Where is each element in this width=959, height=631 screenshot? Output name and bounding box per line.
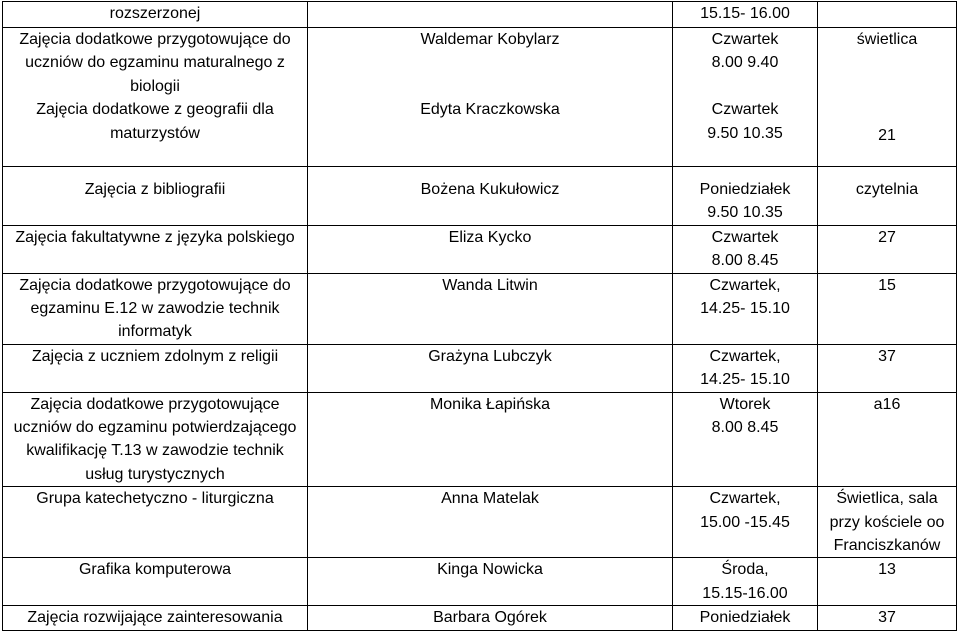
subject-cell: Zajęcia z bibliografii	[3, 166, 308, 225]
subject-cell: Zajęcia dodatkowe przygotowujące uczniów do egzaminu potwierdzającego kwalifikację T.13 w zawodzie technik usług turystycznych	[3, 392, 308, 487]
time-cell: Czwartek, 14.25- 15.10	[673, 273, 818, 344]
table-row	[3, 273, 957, 344]
teacher-cell: Wanda Litwin	[308, 273, 673, 344]
schedule-table	[2, 1, 957, 631]
time-cell: 15.15- 16.00	[673, 2, 818, 28]
time-cell: Środa, 15.15-16.00	[673, 558, 818, 606]
table-row	[3, 98, 957, 166]
teacher-cell: Bożena Kukułowicz	[308, 166, 673, 225]
teacher-cell: Eliza Kycko	[308, 225, 673, 273]
teacher-cell: Anna Matelak	[308, 487, 673, 558]
time-cell: Czwartek 8.00 8.45	[673, 225, 818, 273]
room-cell	[818, 2, 957, 28]
subject-cell: Grupa katechetyczno - liturgiczna	[3, 487, 308, 558]
room-cell: 15	[818, 273, 957, 344]
time-cell: Poniedziałek 9.50 10.35	[673, 166, 818, 225]
subject-cell: Zajęcia fakultatywne z języka polskiego	[3, 225, 308, 273]
table-row	[3, 558, 957, 606]
time-cell: Czwartek 8.00 9.40	[673, 28, 818, 99]
subject-cell: Zajęcia dodatkowe przygotowujące do egzaminu E.12 w zawodzie technik informatyk	[3, 273, 308, 344]
room-cell: 37	[818, 606, 957, 630]
teacher-cell: Kinga Nowicka	[308, 558, 673, 606]
table-row	[3, 606, 957, 630]
subject-cell: rozszerzonej	[3, 2, 308, 28]
time-cell: Wtorek 8.00 8.45	[673, 392, 818, 487]
teacher-cell	[308, 2, 673, 28]
table-row	[3, 166, 957, 225]
teacher-cell: Waldemar Kobylarz	[308, 28, 673, 99]
room-cell: 13	[818, 558, 957, 606]
teacher-cell: Monika Łapińska	[308, 392, 673, 487]
room-cell: Świetlica, sala przy kościele oo Franciszkanów	[818, 487, 957, 558]
table-row	[3, 2, 957, 28]
room-cell: czytelnia	[818, 166, 957, 225]
room-cell: 37	[818, 344, 957, 392]
time-cell: Poniedziałek	[673, 606, 818, 630]
table-row	[3, 344, 957, 392]
subject-cell: Zajęcia z uczniem zdolnym z religii	[3, 344, 308, 392]
time-cell: Czwartek 9.50 10.35	[673, 98, 818, 166]
room-cell: 21	[818, 98, 957, 166]
table-row	[3, 487, 957, 558]
subject-cell: Grafika komputerowa	[3, 558, 308, 606]
time-cell: Czwartek, 14.25- 15.10	[673, 344, 818, 392]
teacher-cell: Edyta Kraczkowska	[308, 98, 673, 166]
table-row	[3, 28, 957, 99]
subject-cell: Zajęcia dodatkowe przygotowujące do uczniów do egzaminu maturalnego z biologii	[3, 28, 308, 99]
table-row	[3, 225, 957, 273]
subject-cell: Zajęcia dodatkowe z geografii dla maturzystów	[3, 98, 308, 166]
subject-cell: Zajęcia rozwijające zainteresowania	[3, 606, 308, 630]
time-cell: Czwartek, 15.00 -15.45	[673, 487, 818, 558]
teacher-cell: Barbara Ogórek	[308, 606, 673, 630]
room-cell: a16	[818, 392, 957, 487]
table-row	[3, 392, 957, 487]
teacher-cell: Grażyna Lubczyk	[308, 344, 673, 392]
room-cell: świetlica	[818, 28, 957, 99]
room-cell: 27	[818, 225, 957, 273]
